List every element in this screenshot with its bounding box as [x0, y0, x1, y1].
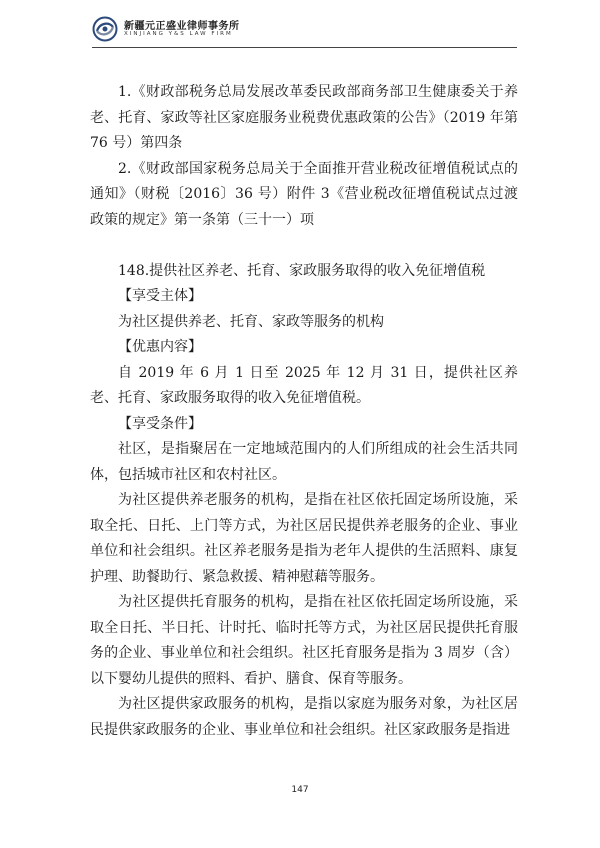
reference-1: 1.《财政部税务总局发展改革委民政部商务部卫生健康委关于养老、托育、家政等社区家庭服务业税费优惠政策的公告》（2019 年第 76 号）第四条: [90, 84, 518, 151]
eligible-entity-text: 为社区提供养老、托育、家政等服务的机构: [118, 313, 384, 330]
section-spacer: [90, 233, 518, 259]
document-body: [90, 80, 518, 743]
header-divider: [92, 47, 517, 48]
firm-name-english: XINJIANG Y&S LAW FIRM: [124, 31, 233, 37]
page-number: 147: [291, 785, 309, 795]
heading-conditions: 【享受条件】: [118, 415, 202, 432]
heading-benefit-content: 【优惠内容】: [118, 339, 202, 355]
section-title: 148.提供社区养老、托育、家政服务取得的收入免征增值税: [118, 262, 486, 279]
condition-housekeeping: 为社区提供家政服务的机构，是指以家庭为服务对象，为社区居民提供家政服务的企业、事业单位和社会组织。社区家政服务是指进: [90, 696, 518, 738]
page-header: [92, 16, 522, 46]
condition-elderly-care: 为社区提供养老服务的机构，是指在社区依托固定场所设施，采取全托、日托、上门等方式，为社区居民提供养老服务的企业、事业单位和社会组织。社区养老服务是指为老年人提供的生活照料、康复护理、助餐助行、紧急救援、精神慰藉等服务。: [90, 492, 518, 585]
firm-logo-icon: [92, 16, 118, 42]
heading-eligible-entity: 【享受主体】: [118, 288, 202, 304]
reference-2: 2.《财政部国家税务总局关于全面推开营业税改征增值税试点的通知》（财税〔2016〕36 号）附件 3《营业税改征增值税试点过渡政策的规定》第一条第（三十一）项: [90, 160, 518, 228]
benefit-content-text: 自 2019 年 6 月 1 日至 2025 年 12 月 31 日，提供社区养老、托育、家政服务取得的收入免征增值税。: [90, 364, 518, 406]
condition-community: 社区，是指聚居在一定地域范围内的人们所组成的社会生活共同体，包括城市社区和农村社区。: [90, 441, 518, 483]
condition-childcare: 为社区提供托育服务的机构，是指在社区依托固定场所设施，采取全日托、半日托、计时托、临时托等方式，为社区居民提供托育服务的企业、事业单位和社会组织。社区托育服务是指为 3 周岁（含）以下婴幼儿提供的照料、看护、膳食、保育等服务。: [90, 594, 518, 687]
firm-name: 新疆元正盛业律师事务所: [124, 21, 240, 32]
